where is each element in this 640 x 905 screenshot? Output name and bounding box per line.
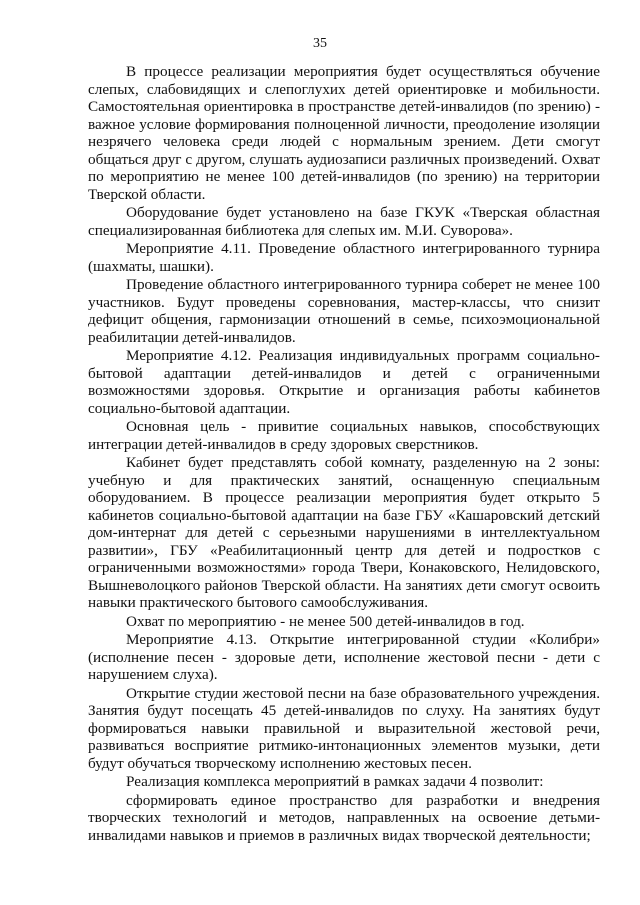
page-body bbox=[88, 63, 600, 844]
paragraph: Кабинет будет представлять собой комнату, разделенную на 2 зоны: учебную и для практических занятий, оснащенную специальным оборудованием. В процессе реализации мероприятия будет открыто 5 кабинетов социально-бытовой адаптации на базе ГБУ «Кашаровский детский дом-интернат для детей с серьезными нарушениями в интеллектуальном развитии», ГБУ «Реабилитационный центр для детей и подростков с ограниченными возможностями» города Твери, Конаковского, Нелидовского, Вышневолоцкого районов Тверской области. На занятиях дети смогут освоить навыки практического бытового самообслуживания. bbox=[88, 454, 600, 611]
paragraph: Мероприятие 4.13. Открытие интегрированной студии «Колибри» (исполнение песен - здоровые дети, исполнение жестовой песни - дети с нарушением слуха). bbox=[88, 631, 600, 683]
paragraph: Основная цель - привитие социальных навыков, способствующих интеграции детей-инвалидов в среду здоровых сверстников. bbox=[88, 418, 600, 453]
paragraph: Охват по мероприятию - не менее 500 детей-инвалидов в год. bbox=[126, 612, 525, 630]
paragraph: Мероприятие 4.11. Проведение областного интегрированного турнира (шахматы, шашки). bbox=[88, 240, 600, 275]
paragraph: Проведение областного интегрированного турнира соберет не менее 100 участников. Будут проведены соревнования, мастер-классы, что снизит дефицит общения, гармонизации отношений в семье, психоэмоциональной реабилитации детей-инвалидов. bbox=[88, 276, 600, 346]
paragraph: Открытие студии жестовой песни на базе образовательного учреждения. Занятия будут посещать 45 детей-инвалидов по слуху. На занятиях будут формироваться навыки правильной и выразительной жестовой речи, развиваться восприятие ритмико-интонационных элементов музыки, дети будут обучаться творческому исполнению жестовых песен. bbox=[88, 684, 600, 772]
paragraph: В процессе реализации мероприятия будет осуществляться обучение слепых, слабовидящих и слепоглухих детей ориентировке и мобильности. Самостоятельная ориентировка в пространстве детей-инвалидов (по зрению) - важное условие формирования полноценной личности, преодоление изоляции незрячего человека среди людей с нормальным зрением. Дети смогут общаться друг с другом, слушать аудиозаписи различных произведений. Охват по мероприятию не менее 100 детей-инвалидов (по зрению) на территории Тверской области. bbox=[88, 63, 600, 203]
page-number: 35 bbox=[313, 36, 327, 51]
paragraph: Оборудование будет установлено на базе ГКУК «Тверская областная специализированная библиотека для слепых им. М.И. Суворова». bbox=[88, 204, 600, 239]
paragraph: Мероприятие 4.12. Реализация индивидуальных программ социально-бытовой адаптации детей-инвалидов и детей с ограниченными возможностями здоровья. Открытие и организация работы кабинетов социально-бытовой адаптации. bbox=[88, 347, 600, 417]
paragraph: Реализация комплекса мероприятий в рамках задачи 4 позволит: bbox=[126, 773, 544, 790]
paragraph: сформировать единое пространство для разработки и внедрения творческих технологий и методов, направленных на освоение детьми-инвалидами навыков и приемов в различных видах творческой деятельности; bbox=[88, 791, 600, 844]
